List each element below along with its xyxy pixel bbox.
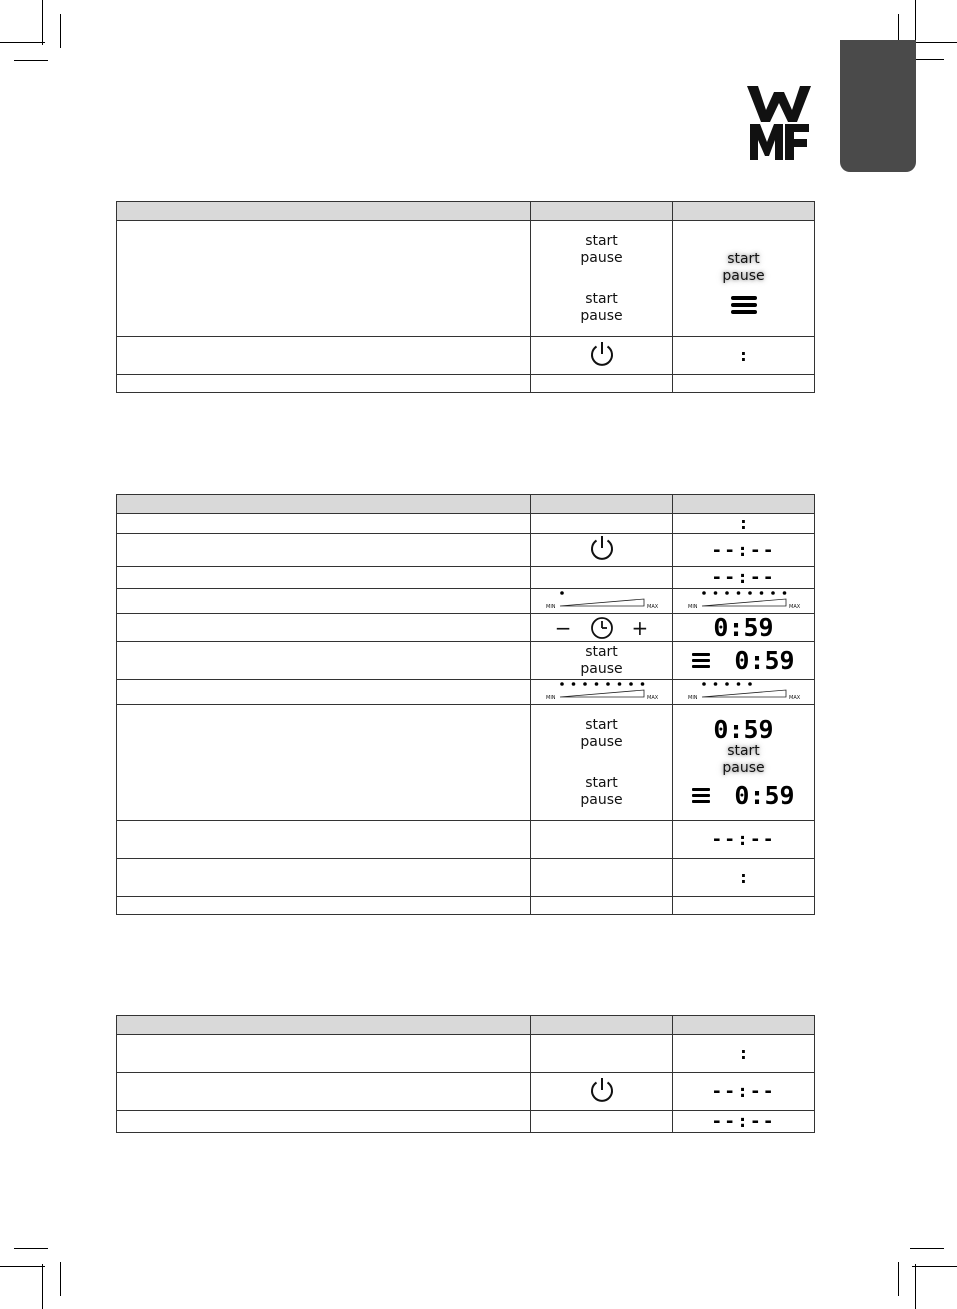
crop-mark bbox=[915, 0, 916, 45]
crop-mark bbox=[915, 1264, 916, 1309]
level-dot bbox=[748, 591, 752, 595]
display-dashes: --:-- bbox=[711, 1111, 776, 1132]
operation-table-3 bbox=[116, 1015, 815, 1133]
start-label[interactable]: start bbox=[585, 716, 618, 733]
level-ramp bbox=[702, 690, 786, 697]
crop-mark bbox=[14, 1248, 48, 1249]
max-label: MAX bbox=[788, 695, 800, 700]
level-dot bbox=[736, 682, 740, 686]
level-dot bbox=[617, 682, 621, 686]
display-colon: : bbox=[740, 346, 747, 365]
level-dot bbox=[606, 682, 610, 686]
level-dot bbox=[583, 682, 587, 686]
pause-label[interactable]: pause bbox=[580, 249, 623, 266]
table-row bbox=[117, 589, 815, 614]
level-dot bbox=[725, 591, 729, 595]
level-bar-icon[interactable] bbox=[544, 680, 660, 700]
level-dot bbox=[736, 591, 740, 595]
display-dashes: --:-- bbox=[711, 1081, 776, 1102]
display-colon: : bbox=[740, 868, 747, 887]
max-label: MAX bbox=[788, 604, 800, 609]
table-row bbox=[117, 705, 815, 821]
level-ramp bbox=[560, 690, 644, 697]
level-dot bbox=[702, 591, 706, 595]
table-row bbox=[117, 1035, 815, 1073]
level-dot bbox=[571, 682, 575, 686]
max-label: MAX bbox=[646, 604, 658, 609]
power-icon[interactable] bbox=[588, 1076, 616, 1104]
level-ramp bbox=[560, 599, 644, 606]
table-row bbox=[117, 375, 815, 393]
table-row bbox=[117, 221, 815, 337]
table-row bbox=[117, 567, 815, 589]
start-label[interactable]: start bbox=[585, 774, 618, 791]
crop-mark bbox=[912, 1266, 957, 1267]
table-row bbox=[117, 337, 815, 375]
level-ramp bbox=[702, 599, 786, 606]
start-label[interactable]: start bbox=[585, 232, 618, 249]
pause-label[interactable]: pause bbox=[580, 307, 623, 324]
level-dot bbox=[782, 591, 786, 595]
min-label: MIN bbox=[687, 695, 698, 700]
table-row bbox=[117, 614, 815, 642]
menu-icon bbox=[692, 785, 710, 806]
minus-icon[interactable]: − bbox=[554, 615, 572, 640]
display-time: 0:59 bbox=[713, 612, 774, 642]
display-time: 0:59 bbox=[734, 780, 795, 810]
level-bar-icon bbox=[686, 680, 802, 700]
pause-label-lit: pause bbox=[722, 267, 765, 284]
pause-label[interactable]: pause bbox=[580, 660, 623, 677]
table-row bbox=[117, 821, 815, 859]
start-label[interactable]: start bbox=[585, 290, 618, 307]
table-row bbox=[117, 897, 815, 915]
table-row bbox=[117, 859, 815, 897]
level-dot bbox=[748, 682, 752, 686]
table-row bbox=[117, 1073, 815, 1111]
display-colon: : bbox=[740, 514, 747, 533]
start-label-lit: start bbox=[727, 250, 760, 267]
display-time: 0:59 bbox=[734, 645, 795, 675]
pause-label[interactable]: pause bbox=[580, 791, 623, 808]
crop-mark bbox=[60, 14, 61, 48]
level-dot bbox=[560, 591, 564, 595]
language-tab bbox=[840, 40, 916, 172]
table-header bbox=[117, 202, 815, 221]
table-row bbox=[117, 1111, 815, 1133]
table-row bbox=[117, 534, 815, 567]
display-time: 0:59 bbox=[713, 714, 774, 744]
crop-mark bbox=[0, 1266, 45, 1267]
pause-label-lit: pause bbox=[722, 759, 765, 776]
table-row bbox=[117, 514, 815, 534]
min-label: MIN bbox=[687, 604, 698, 609]
start-label[interactable]: start bbox=[585, 643, 618, 660]
display-dashes: --:-- bbox=[711, 567, 776, 588]
crop-mark bbox=[14, 60, 48, 61]
level-dot bbox=[771, 591, 775, 595]
level-dot bbox=[713, 591, 717, 595]
operation-table-1 bbox=[116, 201, 815, 393]
display-colon: : bbox=[740, 1044, 747, 1063]
menu-icon bbox=[692, 650, 710, 671]
max-label: MAX bbox=[646, 695, 658, 700]
level-dot bbox=[759, 591, 763, 595]
table-row bbox=[117, 680, 815, 705]
level-dot bbox=[640, 682, 644, 686]
level-dot bbox=[702, 682, 706, 686]
power-icon[interactable] bbox=[588, 534, 616, 562]
level-dot bbox=[713, 682, 717, 686]
level-dot bbox=[560, 682, 564, 686]
display-dashes: --:-- bbox=[711, 829, 776, 850]
plus-icon[interactable]: + bbox=[631, 615, 649, 640]
clock-icon[interactable] bbox=[590, 616, 614, 640]
table-row bbox=[117, 642, 815, 680]
table-header bbox=[117, 495, 815, 514]
crop-mark bbox=[912, 42, 957, 43]
power-icon[interactable] bbox=[588, 340, 616, 368]
crop-mark bbox=[42, 0, 43, 45]
min-label: MIN bbox=[545, 604, 556, 609]
wmf-logo bbox=[747, 84, 811, 162]
crop-mark bbox=[42, 1264, 43, 1309]
crop-mark bbox=[0, 42, 45, 43]
display-dashes: --:-- bbox=[711, 539, 776, 561]
menu-icon bbox=[731, 293, 757, 317]
pause-label[interactable]: pause bbox=[580, 733, 623, 750]
crop-mark bbox=[60, 1262, 61, 1296]
level-dot bbox=[629, 682, 633, 686]
level-bar-icon bbox=[686, 589, 802, 609]
crop-mark bbox=[910, 1248, 944, 1249]
operation-table-2 bbox=[116, 494, 815, 915]
level-dot bbox=[594, 682, 598, 686]
min-label: MIN bbox=[545, 695, 556, 700]
level-dot bbox=[725, 682, 729, 686]
start-label-lit: start bbox=[727, 742, 760, 759]
level-bar-icon[interactable] bbox=[544, 589, 660, 609]
crop-mark bbox=[898, 1262, 899, 1296]
table-header bbox=[117, 1016, 815, 1035]
